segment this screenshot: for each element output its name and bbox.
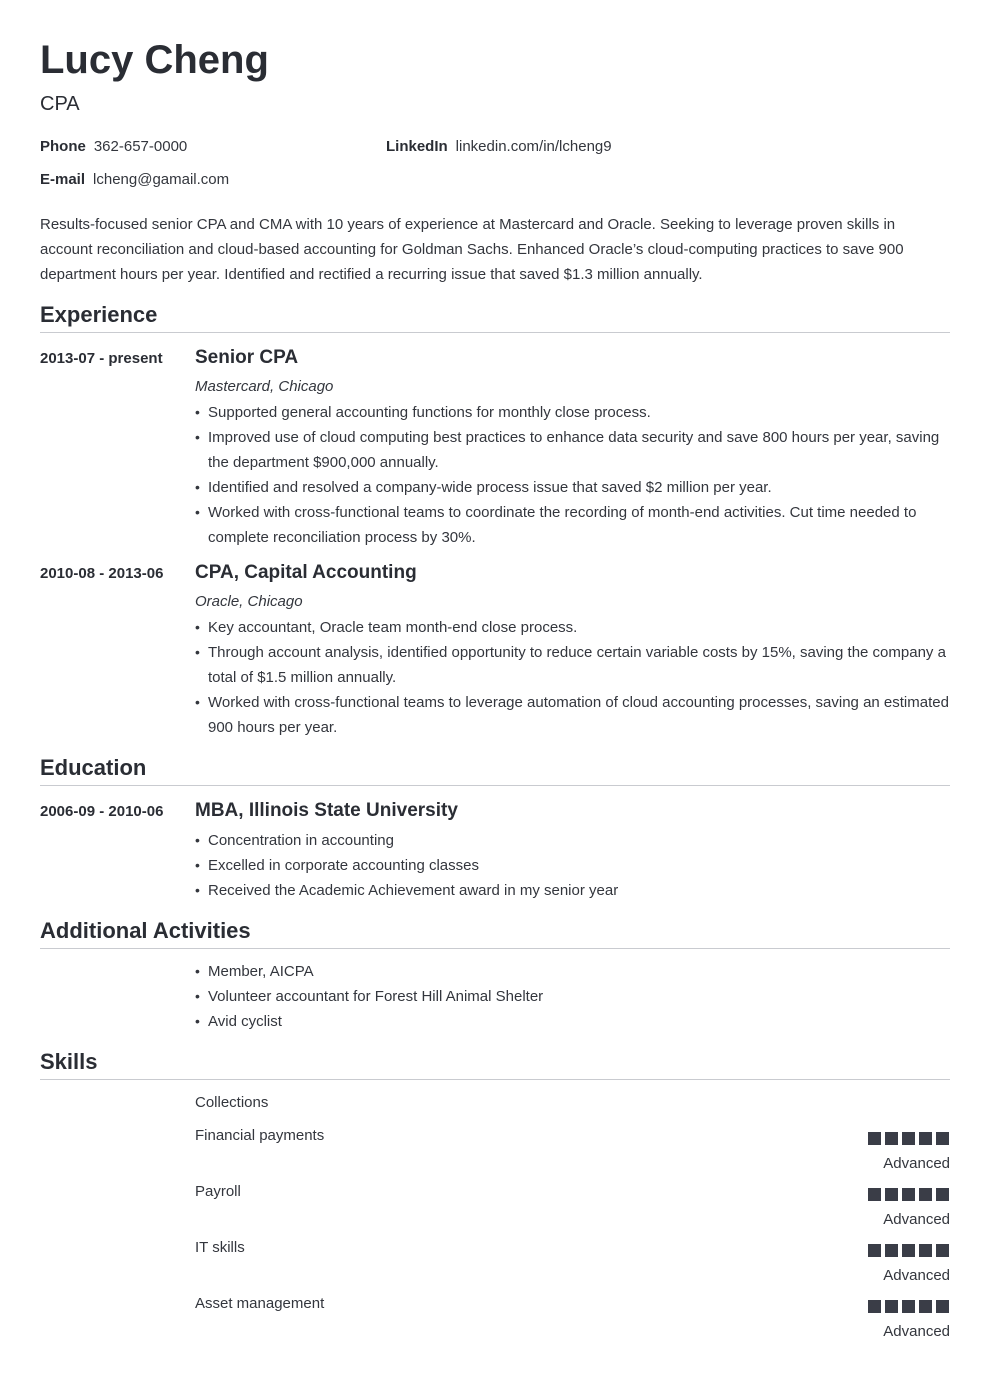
list-item: • Member, AICPA — [195, 959, 950, 984]
skill-rating-square — [902, 1244, 915, 1257]
list-item: • Supported general accounting functions for monthly close process. — [195, 400, 950, 425]
skill-rating — [868, 1188, 949, 1201]
linkedin-label: LinkedIn — [386, 138, 448, 155]
skill-rating-square — [902, 1300, 915, 1313]
skill-rating — [868, 1244, 949, 1257]
list-item: • Improved use of cloud computing best practices to enhance data security and save 800 hours per year, saving the department $900,000 annually. — [195, 425, 950, 475]
list-item: • Avid cyclist — [195, 1009, 950, 1034]
skill-rating-square — [885, 1188, 898, 1201]
linkedin-value[interactable]: linkedin.com/in/lcheng9 — [455, 138, 612, 155]
education-degree: MBA, Illinois State University — [195, 800, 458, 821]
skill-item — [195, 1238, 950, 1288]
skill-rating-square — [936, 1132, 949, 1145]
activities-bullets — [195, 959, 950, 1034]
skill-item — [195, 1182, 950, 1232]
candidate-title: CPA — [40, 93, 80, 115]
list-item: • Received the Academic Achievement award in my senior year — [195, 878, 950, 903]
summary: Results-focused senior CPA and CMA with 10 years of experience at Mastercard and Oracle. Seeking to leverage proven skills in account reconciliation and cloud-based accounting for Goldman Sachs. Enhanced Oracle’s cloud-computing practices to save 900 department hours per year. Identified and rectified a recurring issue that saved $1.3 million annually. — [40, 216, 904, 283]
job-role: Senior CPA — [195, 347, 299, 368]
job-date: 2010-08 - 2013-06 — [40, 565, 164, 582]
skill-rating-square — [902, 1132, 915, 1145]
phone-label: Phone — [40, 138, 86, 155]
skill-rating-square — [868, 1188, 881, 1201]
skill-rating-square — [919, 1132, 932, 1145]
skill-rating-square — [868, 1244, 881, 1257]
contact-phone — [40, 137, 187, 157]
list-item: • Through account analysis, identified opportunity to reduce certain variable costs by 15%, saving the company a total of $1.5 million annually. — [195, 640, 950, 690]
list-item: • Key accountant, Oracle team month-end close process. — [195, 615, 950, 640]
skill-rating-square — [885, 1244, 898, 1257]
job-bullets — [195, 400, 950, 550]
skill-rating-square — [919, 1244, 932, 1257]
email-label: E-mail — [40, 171, 86, 188]
job-org: Mastercard, Chicago — [195, 378, 334, 395]
skill-level: Advanced — [883, 1155, 950, 1172]
skill-item — [195, 1126, 950, 1176]
activities-heading — [40, 916, 950, 949]
skill-rating-square — [919, 1300, 932, 1313]
skill-level: Advanced — [883, 1323, 950, 1340]
skill-rating — [868, 1132, 949, 1145]
skill-rating-square — [936, 1188, 949, 1201]
job-bullets — [195, 615, 950, 740]
list-item: • Volunteer accountant for Forest Hill Animal Shelter — [195, 984, 950, 1009]
skill-level: Advanced — [883, 1211, 950, 1228]
skill-name: Collections — [195, 1094, 269, 1111]
skill-rating-square — [902, 1188, 915, 1201]
skill-item — [195, 1294, 950, 1344]
skill-rating — [868, 1300, 949, 1313]
education-heading-text: Education — [40, 755, 147, 780]
email-value[interactable]: lcheng@gamail.com — [93, 171, 230, 188]
skill-name: Financial payments — [195, 1127, 325, 1144]
activities-heading-text: Additional Activities — [40, 918, 251, 943]
skills-heading-text: Skills — [40, 1049, 98, 1074]
education-heading — [40, 753, 950, 786]
skill-level: Advanced — [883, 1267, 950, 1284]
skill-rating-square — [885, 1300, 898, 1313]
candidate-name: Lucy Cheng — [40, 38, 269, 82]
education-bullets — [195, 828, 950, 903]
experience-heading-text: Experience — [40, 302, 158, 327]
education-date: 2006-09 - 2010-06 — [40, 803, 164, 820]
list-item: • Excelled in corporate accounting classes — [195, 853, 950, 878]
skill-rating-square — [919, 1188, 932, 1201]
list-item: • Identified and resolved a company-wide process issue that saved $2 million per year. — [195, 475, 950, 500]
list-item: • Concentration in accounting — [195, 828, 950, 853]
contact-linkedin — [386, 137, 612, 157]
skills-heading — [40, 1047, 950, 1080]
skill-name: Payroll — [195, 1183, 241, 1200]
experience-heading — [40, 300, 950, 333]
list-item: • Worked with cross-functional teams to leverage automation of cloud accounting processes, saving an estimated 900 hours per year. — [195, 690, 950, 740]
list-item: • Worked with cross-functional teams to coordinate the recording of month-end activities. Cut time needed to complete reconciliation process by 30%. — [195, 500, 950, 550]
contact-email — [40, 170, 229, 190]
phone-value: 362-657-0000 — [93, 138, 188, 155]
skill-name: Asset management — [195, 1295, 325, 1312]
skill-rating-square — [885, 1132, 898, 1145]
job-date: 2013-07 - present — [40, 350, 163, 367]
skill-name: IT skills — [195, 1239, 245, 1256]
skill-rating-square — [936, 1244, 949, 1257]
skill-rating-square — [936, 1300, 949, 1313]
skill-rating-square — [868, 1132, 881, 1145]
job-role: CPA, Capital Accounting — [195, 562, 417, 583]
skill-rating-square — [868, 1300, 881, 1313]
job-org: Oracle, Chicago — [195, 593, 303, 610]
